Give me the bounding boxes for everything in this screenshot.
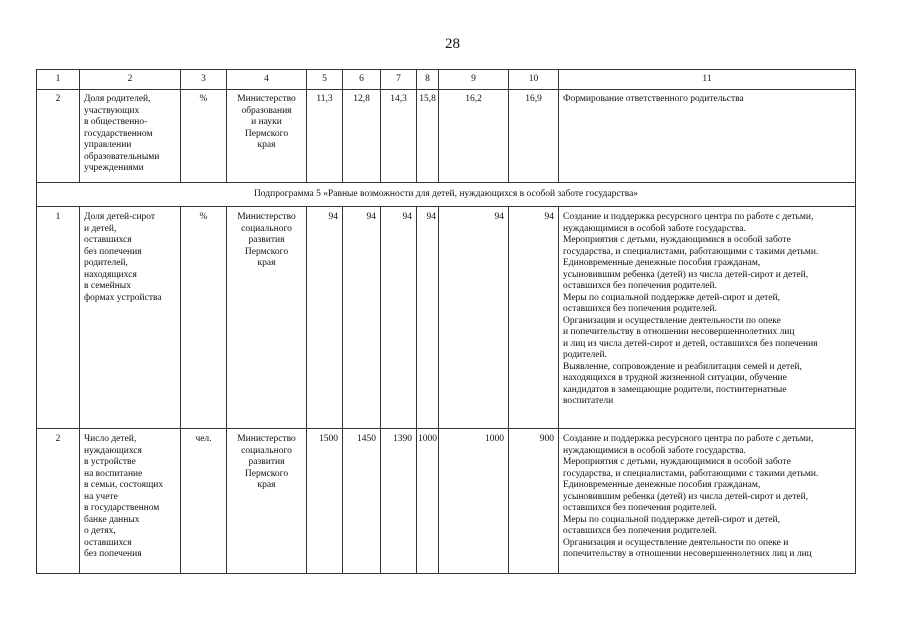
measures-cell: Формирование ответственного родительства bbox=[559, 90, 856, 183]
header-cell: 6 bbox=[343, 70, 381, 90]
measures-cell: Создание и поддержка ресурсного центра по работе с детьми, нуждающимися в особой заботе государства. Мероприятия с детьми, нуждающимися в особой заботе государства, и специалистами, работающими с такими детьми. Единовременные денежные пособия гражданам, усыновившим ребенка (детей) из числа детей-сирот и детей, оставшихся без попечения родителей. Меры по социальной поддержке детей-сирот и детей, оставшихся без попечения родителей. Организация и осуществление деятельности по опеке и попечительству в отношении несовершеннолетних лиц и лиц bbox=[559, 429, 856, 574]
header-cell: 5 bbox=[307, 70, 343, 90]
row-number: 2 bbox=[37, 90, 80, 183]
header-cell: 2 bbox=[80, 70, 181, 90]
value-cell: 94 bbox=[381, 207, 417, 429]
ministry-cell: Министерство социального развития Пермского края bbox=[227, 429, 307, 574]
value-cell: 900 bbox=[509, 429, 559, 574]
value-cell: 15,8 bbox=[417, 90, 439, 183]
ministry-cell: Министерство образования и науки Пермского края bbox=[227, 90, 307, 183]
value-cell: 94 bbox=[343, 207, 381, 429]
header-cell: 9 bbox=[439, 70, 509, 90]
indicator-name: Доля родителей, участвующих в общественно- государственном управлении образовательными учреждениями bbox=[80, 90, 181, 183]
indicators-table bbox=[36, 69, 856, 574]
value-cell: 94 bbox=[307, 207, 343, 429]
table-row bbox=[37, 90, 856, 183]
value-cell: 1000 bbox=[417, 429, 439, 574]
value-cell: 1000 bbox=[439, 429, 509, 574]
header-cell: 11 bbox=[559, 70, 856, 90]
value-cell: 94 bbox=[439, 207, 509, 429]
header-cell: 3 bbox=[181, 70, 227, 90]
unit-cell: чел. bbox=[181, 429, 227, 574]
unit-cell: % bbox=[181, 90, 227, 183]
indicator-name: Доля детей-сирот и детей, оставшихся без попечения родителей, находящихся в семейных формах устройства bbox=[80, 207, 181, 429]
header-cell: 10 bbox=[509, 70, 559, 90]
header-cell: 4 bbox=[227, 70, 307, 90]
page-number: 28 bbox=[445, 36, 460, 52]
unit-cell: % bbox=[181, 207, 227, 429]
subprogram-row bbox=[37, 183, 856, 207]
ministry-cell: Министерство социального развития Пермского края bbox=[227, 207, 307, 429]
value-cell: 16,9 bbox=[509, 90, 559, 183]
value-cell: 1500 bbox=[307, 429, 343, 574]
table-row bbox=[37, 207, 856, 429]
value-cell: 14,3 bbox=[381, 90, 417, 183]
value-cell: 16,2 bbox=[439, 90, 509, 183]
row-number: 1 bbox=[37, 207, 80, 429]
subprogram-title: Подпрограмма 5 «Равные возможности для детей, нуждающихся в особой заботе государства» bbox=[37, 183, 856, 207]
value-cell: 1450 bbox=[343, 429, 381, 574]
header-cell: 7 bbox=[381, 70, 417, 90]
indicator-name: Число детей, нуждающихся в устройстве на воспитание в семьи, состоящих на учете в государственном банке данных о детях, оставшихся без попечения bbox=[80, 429, 181, 574]
value-cell: 12,8 bbox=[343, 90, 381, 183]
header-row bbox=[37, 70, 856, 90]
header-cell: 8 bbox=[417, 70, 439, 90]
table-row bbox=[37, 429, 856, 574]
value-cell: 94 bbox=[417, 207, 439, 429]
header-cell: 1 bbox=[37, 70, 80, 90]
value-cell: 94 bbox=[509, 207, 559, 429]
value-cell: 1390 bbox=[381, 429, 417, 574]
value-cell: 11,3 bbox=[307, 90, 343, 183]
measures-cell: Создание и поддержка ресурсного центра по работе с детьми, нуждающимися в особой заботе государства. Мероприятия с детьми, нуждающимися в особой заботе государства, и специалистами, работающими с такими детьми. Единовременные денежные пособия гражданам, усыновившим ребенка (детей) из числа детей-сирот и детей, оставшихся без попечения родителей. Меры по социальной поддержке детей-сирот и детей, оставшихся без попечения родителей. Организация и осуществление деятельности по опеке и попечительству в отношении несовершеннолетних лиц и лиц из числа детей-сирот и детей, оставшихся без попечения родителей. Выявление, сопровождение и реабилитация семей и детей, находящихся в трудной жизненной ситуации, обучение кандидатов в замещающие родители, постинтернатные воспитатели bbox=[559, 207, 856, 429]
row-number: 2 bbox=[37, 429, 80, 574]
